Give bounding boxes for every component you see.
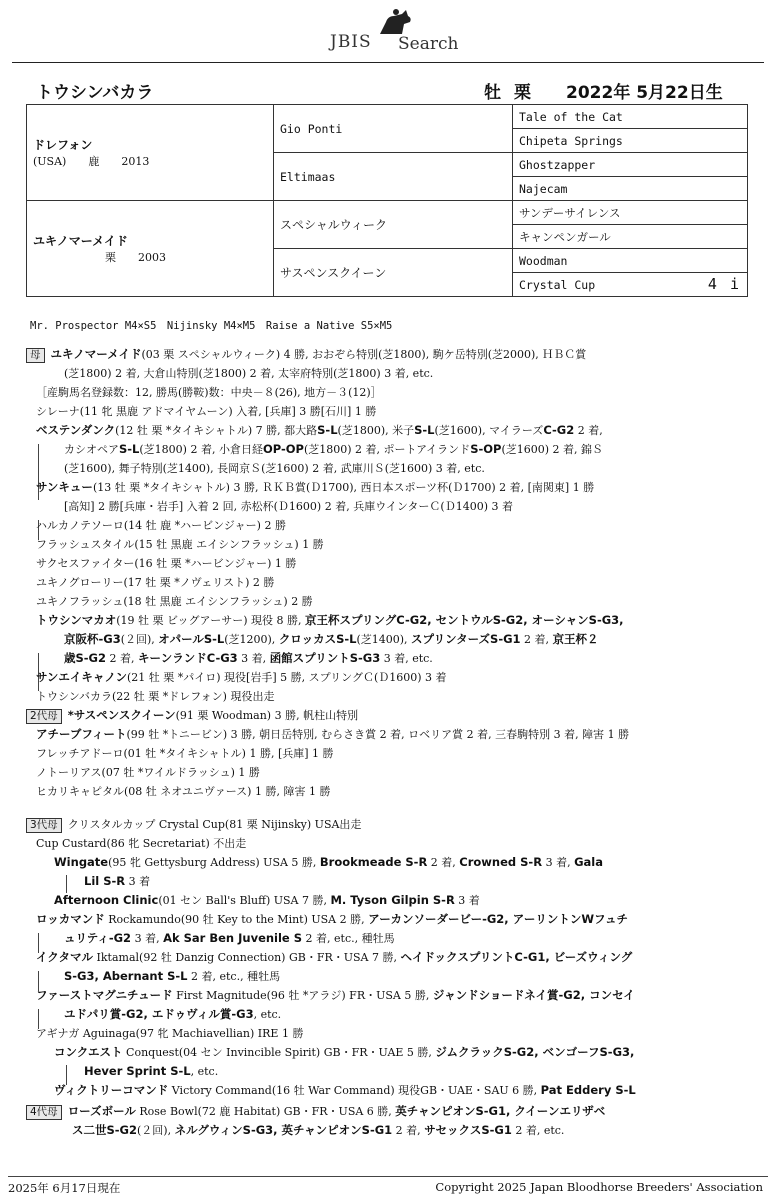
sire-info: (USA) 鹿 2013 [33,155,150,168]
dam-dam-cell[interactable]: サスペンスクイーン [274,249,513,297]
offspring-link[interactable]: トウシンマカオ [36,613,117,627]
horse-name: トウシンバカラ [36,83,154,103]
line-text: (13 牡 栗 *タイキシャトル) 3 勝, ＲＫＢ賞(Ｄ1700), 西日本スポーツ杯(Ｄ1700) 2 着, [南関東] 1 勝 [92,481,595,494]
race-grade: Crowned S-R [459,855,543,869]
line-text: Conquest(04 セン Invincible Spirit) GB・FR・UAE 5 勝, [122,1046,436,1059]
race-grade: 京王杯スプリングC-G2, セントウルS-G2, オーシャンS-G3, [305,613,624,627]
race-grade: S-L [414,423,435,437]
offspring-line: トウシンバカラ(22 牡 栗 *ドレフォン) 現役出走 [36,690,275,703]
race-grade: 京阪杯-G3 [64,632,121,646]
offspring-link[interactable]: コンクエスト [54,1045,123,1059]
offspring-link[interactable]: サンエイキャノン [36,670,127,684]
copyright: Copyright 2025 Japan Bloodhorse Breeders' Association [435,1180,763,1194]
line-text: Rockamundo(90 牡 Key to the Mint) USA 2 勝, [104,913,369,926]
offspring-link[interactable]: ヴィクトリーコマンド [54,1083,169,1097]
offspring-line: ハルカノテソーロ(14 牡 鹿 *ハービンジャー) 2 勝 [36,519,286,532]
logo-search-text: Search [398,34,459,54]
race-grade: 歳S-G2 [64,651,106,665]
line-text: (芝1800) 2 着, 大倉山特別(芝1800) 2 着, 太宰府特別(芝1800) 3 着, etc. [64,367,434,380]
line-text: 3 着, [542,856,575,869]
line-text: (２回), [120,633,159,646]
sire-name[interactable]: ドレフォン [33,138,93,152]
line-text: (01 セン Ball's Bluff) USA 7 勝, [158,894,331,907]
dam-section [26,345,766,706]
sds-cell[interactable]: Ghostzapper [513,153,748,177]
line-text: Iktamal(92 牡 Danzig Connection) GB・FR・USA 7 勝, [93,951,401,964]
line-text: [高知] 2 勝[兵庫・岩手] 入着 2 回, 赤松杯(Ｄ1600) 2 着, 兵庫ウインターＣ(Ｄ1400) 3 着 [64,500,513,513]
fourth-dam-section [26,1102,766,1140]
race-grade: S-OP [470,442,502,456]
line-text: (芝1800) 2 着, 小倉日経 [139,443,263,456]
line-text: (99 牡 *トニービン) 3 勝, 朝日岳特別, むらさき賞 2 着, ロベリア賞 2 着, 三春駒特別 3 着, 障害 1 勝 [126,728,630,741]
line-text: カシオペア [64,443,119,456]
line-text: 2 着, etc., 種牡馬 [302,932,395,945]
dds-cell[interactable]: Woodman [513,249,748,273]
line-text: 3 着, [237,652,270,665]
race-grade: 英チャンピオンS-G1, クイーンエリザベ [395,1104,606,1118]
ddd-cell[interactable] [513,273,748,297]
line-text: (芝1200), [224,633,279,646]
offspring-line: アギナガ Aguinaga(97 牝 Machiavellian) IRE 1 勝 [36,1027,304,1040]
offspring-line: ヒカリキャピタル(08 牡 ネオユニヴァース) 1 勝, 障害 1 勝 [36,785,331,798]
line-text: First Magnitude(96 牡 *アラジ) FR・USA 5 勝, [172,989,433,1002]
race-grade: Ak Sar Ben Juvenile S [163,931,303,945]
race-grade: C-G2 [543,423,575,437]
offspring-line: フラッシュスタイル(15 牡 黒鹿 エイシンフラッシュ) 1 勝 [36,538,324,551]
line-text: 2 着, [574,424,603,437]
horse-rider-icon [374,8,418,36]
section-tag: 4代母 [26,1105,62,1120]
second-dam-section [26,706,766,801]
race-grade: ジムクラックS-G2, ベンゴーフS-G3, [435,1045,635,1059]
dam-name[interactable]: ユキノマーメイド [33,234,128,248]
third-dam-section [26,815,766,1100]
line-text: 2 着, [106,652,138,665]
line-text: Victory Command(16 牡 War Command) 現役GB・UAE・SAU 6 勝, [168,1084,541,1097]
offspring-link[interactable]: ロッカマンド [36,912,105,926]
line-text: (03 栗 スペシャルウィーク) 4 勝, おおぞら特別(芝1800), 駒ケ岳特別(芝2000), ＨＢＣ賞 [141,348,587,361]
dam-link[interactable]: ユキノマーメイド [50,347,142,361]
race-grade: アーカンソーダービー-G2, アーリントンWフュチ [368,912,628,926]
dam-cell [27,201,274,297]
line-text: , etc. [253,1008,282,1021]
sss-cell[interactable]: Tale of the Cat [513,105,748,129]
offspring-link[interactable]: サンキュー [36,480,93,494]
offspring-link[interactable]: アチーブフィート [36,727,127,741]
line-text: (91 栗 Woodman) 3 勝, 帆柱山特別 [175,709,359,722]
line-text: クリスタルカップ Crystal Cup(81 栗 Nijinsky) USA出走 [67,818,362,831]
line-text: 2 着, [520,633,553,646]
offspring-line: ユキノフラッシュ(18 牡 黒鹿 エイシンフラッシュ) 2 勝 [36,595,313,608]
offspring-link[interactable]: ベステンダンク [36,423,116,437]
line-text: 3 着 [454,894,480,907]
offspring-line: フレッチアドーロ(01 牡 *タイキシャトル) 1 勝, [兵庫] 1 勝 [36,747,334,760]
sire-dam-cell[interactable]: Eltimaas [274,153,513,201]
line-text: (芝1600), マイラーズ [434,424,544,437]
line-text: 2 着, etc., 種牡馬 [187,970,281,983]
race-grade: S-L [119,442,140,456]
line-text: (21 牡 栗 *パイロ) 現役[岩手] 5 勝, スプリングＣ(Ｄ1600) 3 着 [126,671,447,684]
offspring-line: ノトーリアス(07 牡 *ワイルドラッシュ) 1 勝 [36,766,260,779]
section-tag: 2代母 [26,709,62,724]
line-text: Rose Bowl(72 鹿 Habitat) GB・FR・USA 6 勝, [135,1105,396,1118]
sire-sire-cell[interactable]: Gio Ponti [274,105,513,153]
offspring-link[interactable]: ファーストマグニチュード [36,988,173,1002]
race-grade: Hever Sprint S-L [84,1064,191,1078]
race-grade: M. Tyson Gilpin S-R [330,893,455,907]
sire-cell [27,105,274,201]
race-grade: ュリティ-G2 [64,931,132,945]
inbreeding-code: 4 i [707,275,741,293]
header-divider [12,62,764,63]
line-text: 2 着, etc. [511,1124,565,1137]
line-text: 2 着, [392,1124,425,1137]
jbis-search-logo [326,8,466,54]
dam-sire-cell[interactable]: スペシャルウィーク [274,201,513,249]
line-text: (12 牡 栗 *タイキシャトル) 7 勝, 都大路 [115,424,318,437]
horse-birthdate: 2022年 5月22日生 [566,83,723,103]
line-text: (芝1400), [356,633,412,646]
race-grade: クロッカスS-L [278,632,357,646]
section-tag: 母 [26,348,45,363]
as-of-date: 2025年 6月17日現在 [8,1181,121,1195]
line-text: (芝1800), 米子 [337,424,415,437]
race-grade: ヘイドックスプリントC-G1, ビーズウィング [400,950,633,964]
offspring-line: ユキノグローリー(17 牡 栗 *ノヴェリスト) 2 勝 [36,576,275,589]
race-grade: S-L [317,423,338,437]
race-grade: Gala [574,855,603,869]
pedigree-table [26,104,748,297]
race-grade: OP-OP [262,442,304,456]
second-dam-link[interactable]: *サスペンスクイーン [67,708,176,722]
race-grade: Lil S-R [84,874,126,888]
line-text: 3 着, [131,932,164,945]
inbreeding-crosses: Mr. Prospector M4×S5 Nijinsky M4×M5 Raise a Native S5×M5 [30,320,393,332]
line-text: , etc. [190,1065,219,1078]
offspring-link[interactable]: イクタマル [36,950,94,964]
race-grade: オパールS-L [158,632,225,646]
ddd-name: Crystal Cup [519,277,596,292]
offspring-line: シレーナ(11 牝 黒鹿 アドマイヤムーン) 入着, [兵庫] 3 勝[石川] 1 勝 [36,405,377,418]
horse-sex: 牡 [484,83,501,103]
produce-summary: ［産駒馬名登録数：12, 勝馬(勝鞍)数：中央－８(26), 地方－３(12)］ [36,386,382,399]
sdd-cell[interactable]: Najecam [513,177,748,201]
race-grade: Pat Eddery S-L [540,1083,636,1097]
section-tag: 3代母 [26,818,62,833]
race-grade: 函館スプリントS-G3 [269,651,381,665]
dam-info: 栗 2003 [105,251,166,264]
fourth-dam-link[interactable]: ローズボール [67,1104,136,1118]
line-text: (芝1800) 2 着, ポートアイランド [303,443,471,456]
footer-divider [8,1176,768,1177]
line-text: 3 着 [125,875,151,888]
offspring-link[interactable]: Wingate [54,855,109,869]
race-grade: キーンランドC-G3 [138,651,238,665]
race-grade: Brookmeade S-R [319,855,428,869]
race-grade: 京王杯２ [552,632,599,646]
offspring-line: Cup Custard(86 牝 Secretariat) 不出走 [36,837,247,850]
line-text: (芝1600) 2 着, 錦Ｓ [501,443,604,456]
offspring-line: サクセスファイター(16 牡 栗 *ハービンジャー) 1 勝 [36,557,297,570]
line-text: (95 牝 Gettysburg Address) USA 5 勝, [108,856,320,869]
race-grade: ジャンドショードネイ賞-G2, コンセイ [432,988,635,1002]
line-text: (19 牡 栗 ビッグアーサー) 現役 8 勝, [116,614,305,627]
line-text: (２回), [137,1124,175,1137]
race-grade: S-G3, Abernant S-L [64,969,188,983]
dss-cell[interactable]: サンデーサイレンス [513,201,748,225]
horse-color: 栗 [514,83,531,103]
logo-jbis-text: JBIS [330,32,372,52]
line-text: (芝1600), 舞子特別(芝1400), 長岡京Ｓ(芝1600) 2 着, 武庫川Ｓ(芝1600) 3 着, etc. [64,462,485,475]
offspring-link[interactable]: Afternoon Clinic [54,893,159,907]
line-text: 2 着, [427,856,460,869]
line-text: 3 着, etc. [380,652,433,665]
race-grade: ネルグウィンS-G3, 英チャンピオンS-G1 [174,1123,393,1137]
race-grade: スプリンターズS-G1 [411,632,521,646]
race-grade: サセックスS-G1 [424,1123,512,1137]
ssd-cell[interactable]: Chipeta Springs [513,129,748,153]
race-grade: ス二世S-G2 [72,1123,137,1137]
race-grade: ユドパリ賞-G2, エドゥヴィル賞-G3 [64,1007,254,1021]
dsd-cell[interactable]: キャンペンガール [513,225,748,249]
